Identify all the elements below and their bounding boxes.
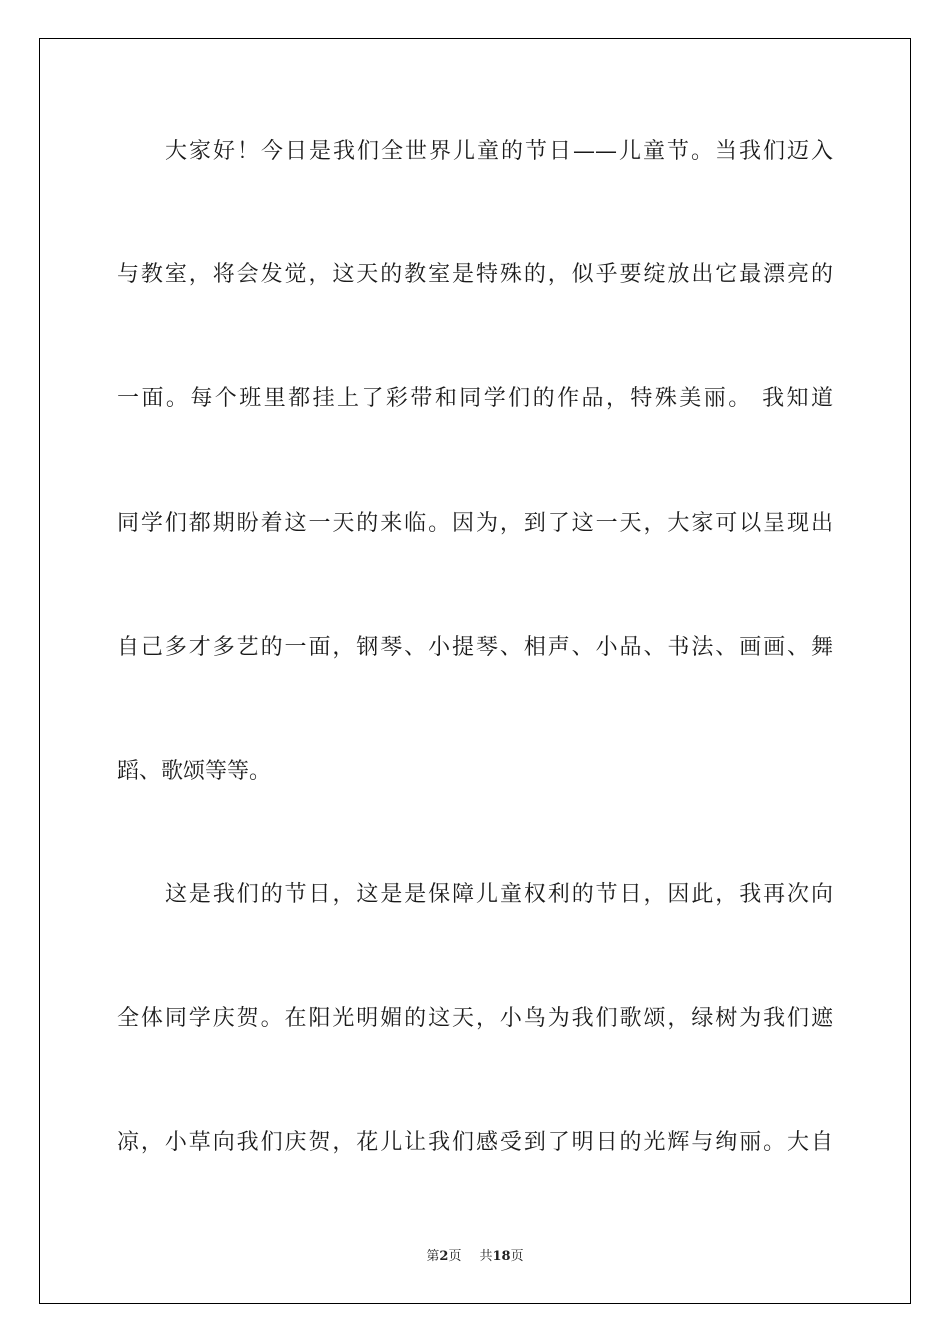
total-pages: 18 — [492, 1249, 511, 1264]
paragraph-1-line-4: 同学们都期盼着这一天的来临。因为，到了这一天，大家可以呈现出 — [117, 511, 833, 536]
paragraph-1-line-3: 一面。每个班里都挂上了彩带和同学们的作品，特殊美丽。 我知道 — [117, 386, 833, 411]
page-suffix: 页 — [448, 1249, 462, 1264]
paragraph-2-line-1: 这是我们的节日，这是是保障儿童权利的节日，因此，我再次向 — [165, 882, 833, 907]
page-footer — [0, 1248, 950, 1266]
total-prefix: 共 — [479, 1249, 493, 1264]
paragraph-1-line-2: 与教室，将会发觉，这天的教室是特殊的，似乎要绽放出它最漂亮的 — [117, 262, 833, 287]
page-border — [39, 38, 911, 1304]
paragraph-1-line-5: 自己多才多艺的一面，钢琴、小提琴、相声、小品、书法、画画、舞 — [117, 635, 833, 660]
total-suffix: 页 — [510, 1249, 524, 1264]
paragraph-1-line-1: 大家好！今日是我们全世界儿童的节日——儿童节。当我们迈入 — [165, 139, 833, 164]
page-number: 2 — [439, 1249, 449, 1264]
page-prefix: 第 — [426, 1249, 440, 1264]
paragraph-1-line-6: 蹈、歌颂等等。 — [117, 759, 272, 784]
paragraph-2-line-2: 全体同学庆贺。在阳光明媚的这天，小鸟为我们歌颂，绿树为我们遮 — [117, 1006, 833, 1031]
paragraph-2-line-3: 凉，小草向我们庆贺，花儿让我们感受到了明日的光辉与绚丽。大自 — [117, 1130, 833, 1155]
